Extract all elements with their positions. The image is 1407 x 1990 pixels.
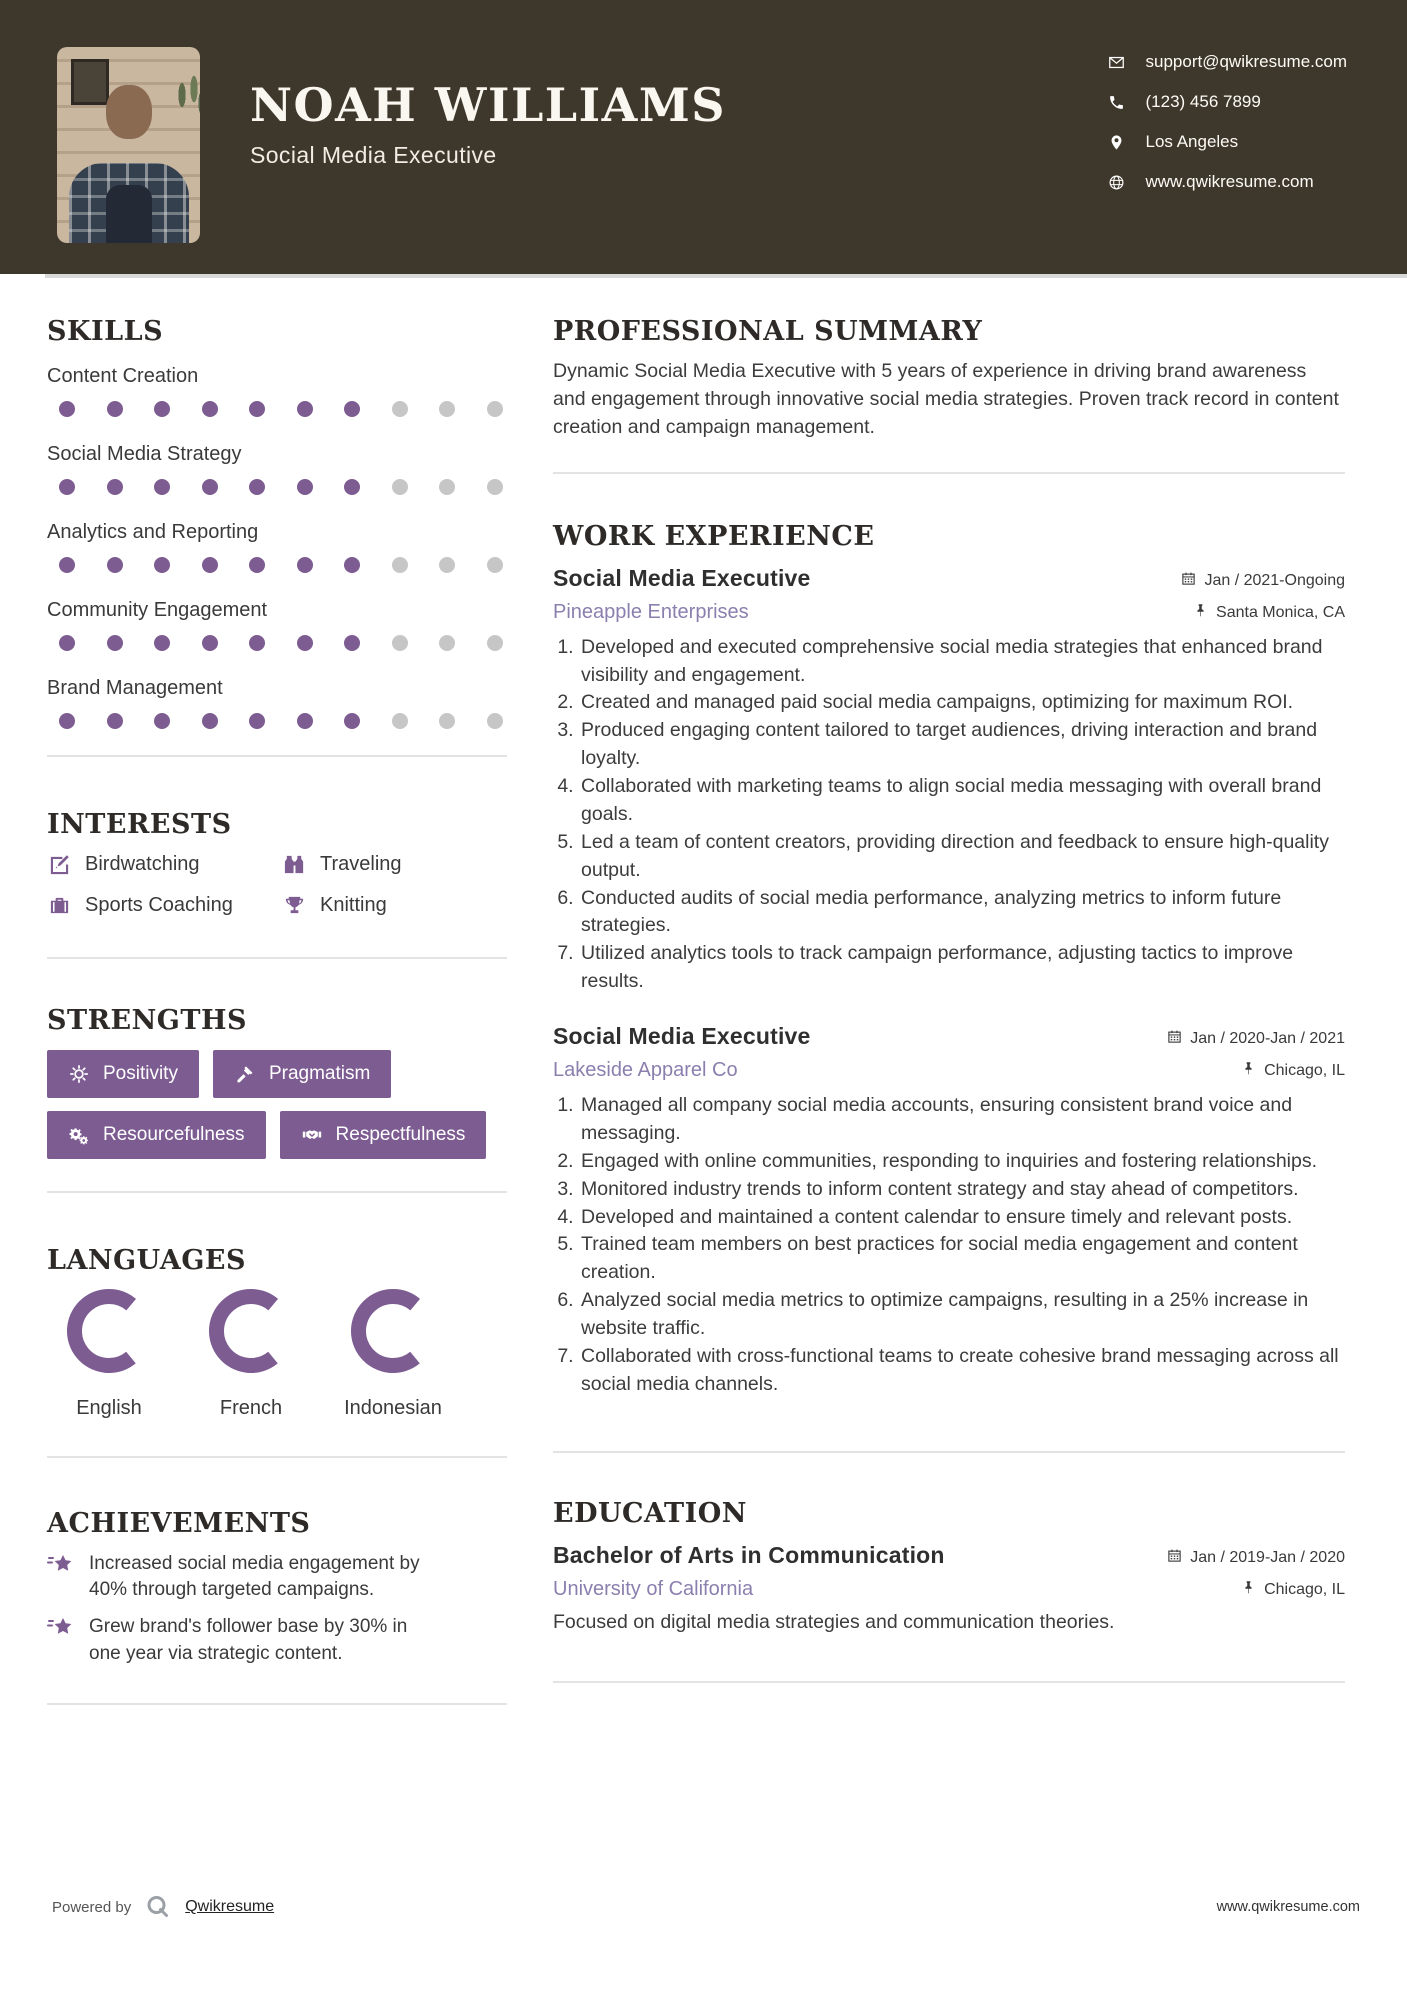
interest-list [47, 852, 507, 917]
skill-dot [154, 713, 170, 729]
education-heading: EDUCATION [553, 1497, 747, 1529]
strength-pill [47, 1111, 266, 1159]
skill-dot [249, 479, 265, 495]
language-arc [350, 1288, 436, 1379]
powered-by-label: Powered by [52, 1898, 132, 1916]
contact-text: (123) 456 7899 [1145, 92, 1261, 111]
contact-text: www.qwikresume.com [1145, 172, 1314, 191]
languages-section [47, 1245, 507, 1420]
person-name: NOAH WILLIAMS [250, 78, 726, 132]
skill-dot [439, 401, 455, 417]
skill-dot [487, 401, 503, 417]
calendar-icon [1167, 1029, 1182, 1049]
divider [553, 472, 1345, 474]
achievement-item [47, 1551, 507, 1603]
contact-text: Los Angeles [1145, 132, 1239, 151]
skill-dot [202, 479, 218, 495]
skill-dot-meter [59, 713, 507, 729]
sun-icon [68, 1063, 90, 1085]
interest-item [282, 852, 507, 876]
job-dates-text: Jan / 2020-Jan / 2021 [1190, 1030, 1345, 1047]
skill-item [47, 521, 507, 573]
interest-item [282, 893, 507, 917]
job-bullet: 2. Engaged with online communities, responding to inquiries and fostering relationships. [579, 1148, 1345, 1176]
language-arc [66, 1288, 152, 1379]
strength-label: Respectfulness [335, 1124, 466, 1145]
achievement-list [47, 1551, 507, 1667]
skill-dot [297, 479, 313, 495]
job-list [553, 565, 1345, 1399]
pushpin-icon [1193, 603, 1208, 623]
strength-pill [47, 1050, 199, 1098]
shooting-star-icon [47, 1614, 77, 1644]
school-name: University of California [553, 1577, 754, 1600]
divider [47, 1191, 507, 1193]
summary-section [553, 316, 1345, 442]
language-arc [208, 1288, 294, 1379]
skill-label: Brand Management [47, 677, 223, 699]
wall-picture-frame [71, 59, 109, 105]
skill-dot [344, 401, 360, 417]
job-dates [1167, 1029, 1345, 1049]
job-dates [1181, 571, 1345, 591]
skill-dot [249, 401, 265, 417]
skill-dot [392, 635, 408, 651]
interest-item [47, 893, 282, 917]
skill-dot [59, 557, 75, 573]
skill-dot [107, 401, 123, 417]
experience-section [553, 521, 1345, 1399]
phone-icon [1108, 93, 1126, 111]
strength-pill-list [47, 1050, 487, 1159]
skill-dot [439, 479, 455, 495]
interest-label: Knitting [320, 893, 387, 916]
job-location-text: Chicago, IL [1264, 1062, 1345, 1079]
calendar-icon [1181, 571, 1196, 591]
strengths-heading: STRENGTHS [47, 1005, 247, 1036]
plant-decoration [172, 65, 200, 125]
job-location-text: Santa Monica, CA [1216, 603, 1345, 621]
skill-dot [202, 401, 218, 417]
job-bullet: 4. Collaborated with marketing teams to align social media messaging with overall brand goals. [579, 773, 1345, 829]
skills-section [47, 316, 507, 729]
job-dates-text: Jan / 2021-Ongoing [1204, 571, 1345, 589]
summary-heading: PROFESSIONAL SUMMARY [553, 316, 983, 347]
portrait-head [106, 85, 152, 139]
job-title: Social Media Executive [553, 1023, 811, 1049]
skill-dot [202, 713, 218, 729]
divider [47, 1703, 507, 1705]
language-label: French [219, 1397, 283, 1419]
qwikresume-link[interactable]: Qwikresume [185, 1898, 275, 1915]
language-item [53, 1288, 165, 1420]
job-bullet: 2. Created and managed paid social media campaigns, optimizing for maximum ROI. [579, 689, 1345, 717]
skill-dot [107, 557, 123, 573]
skill-dot [249, 557, 265, 573]
skill-dot [107, 713, 123, 729]
language-item [337, 1288, 449, 1420]
pen-square-icon [47, 852, 71, 876]
education-section [553, 1498, 1345, 1634]
skill-dot [439, 635, 455, 651]
skill-dot [59, 713, 75, 729]
skill-dot [392, 713, 408, 729]
qwikresume-logo-icon [145, 1894, 171, 1920]
strength-pill [280, 1111, 487, 1159]
education-entry [553, 1542, 1345, 1634]
binoculars-icon [282, 852, 306, 876]
skill-dot-meter [59, 635, 507, 651]
contact-item [1108, 172, 1348, 192]
skill-dot [154, 479, 170, 495]
interest-item [47, 852, 282, 876]
skill-dot [154, 635, 170, 651]
job-company: Lakeside Apparel Co [553, 1059, 738, 1081]
divider [553, 1681, 1345, 1683]
divider [553, 1451, 1345, 1453]
skill-label: Community Engagement [47, 599, 268, 621]
skill-dot [487, 635, 503, 651]
languages-heading: LANGUAGES [47, 1245, 246, 1276]
skill-dot [392, 401, 408, 417]
strength-label: Positivity [103, 1063, 178, 1084]
interest-label: Birdwatching [85, 852, 200, 875]
calendar-icon [1167, 1548, 1182, 1568]
achievements-heading: ACHIEVEMENTS [47, 1508, 311, 1539]
skill-dot-meter [59, 557, 507, 573]
skill-dot [59, 479, 75, 495]
contact-item [1108, 132, 1348, 152]
job-bullet: 5. Trained team members on best practices for social media engagement and content creation. [579, 1231, 1345, 1287]
skill-label: Analytics and Reporting [47, 521, 259, 543]
skill-dot [344, 713, 360, 729]
contact-text: support@qwikresume.com [1145, 52, 1347, 71]
job-company: Pineapple Enterprises [553, 600, 749, 623]
skill-dot [154, 557, 170, 573]
job-bullet: 6. Conducted audits of social media performance, analyzing metrics to inform future strategies. [579, 885, 1345, 941]
skill-dot [107, 479, 123, 495]
identity-block [250, 78, 726, 169]
language-item [195, 1288, 307, 1420]
interests-heading: INTERESTS [47, 809, 232, 840]
divider [47, 1456, 507, 1458]
handshake-icon [301, 1124, 323, 1146]
interests-section [47, 809, 507, 917]
contact-list [1108, 52, 1348, 212]
strength-pill [213, 1050, 391, 1098]
skill-dot [297, 635, 313, 651]
skill-dot [154, 401, 170, 417]
email-icon [1108, 53, 1126, 71]
education-note: Focused on digital media strategies and communication theories. [553, 1610, 1115, 1633]
education-dates: Jan / 2019-Jan / 2020 [1167, 1548, 1345, 1568]
skill-dot [487, 713, 503, 729]
skill-dot [344, 635, 360, 651]
person-title: Social Media Executive [250, 142, 497, 168]
interest-label: Traveling [320, 852, 402, 875]
globe-icon [1108, 173, 1126, 191]
skill-label: Content Creation [47, 365, 199, 387]
hammer-icon [234, 1063, 256, 1085]
strength-label: Resourcefulness [103, 1124, 245, 1145]
header [0, 0, 1407, 274]
job-bullet: 5. Led a team of content creators, providing direction and feedback to ensure high-quality output. [579, 829, 1345, 885]
job-location [1193, 603, 1345, 623]
trophy-icon [282, 893, 306, 917]
skill-dot [392, 557, 408, 573]
powered-by-block [52, 1894, 274, 1920]
divider [47, 755, 507, 757]
content-columns [0, 274, 1407, 1705]
job-entry [553, 1023, 1345, 1399]
achievements-section [47, 1508, 507, 1667]
skill-dot [344, 479, 360, 495]
skills-heading: SKILLS [47, 316, 164, 347]
degree-title: Bachelor of Arts in Communication [553, 1541, 945, 1568]
contact-item [1108, 92, 1348, 112]
briefcase-icon [47, 893, 71, 917]
job-bullet: 4. Developed and maintained a content calendar to ensure timely and relevant posts. [579, 1204, 1345, 1232]
achievement-item [47, 1614, 507, 1666]
skill-dot [297, 401, 313, 417]
language-label: Indonesian [344, 1397, 442, 1419]
job-title: Social Media Executive [553, 564, 811, 591]
skill-dot [107, 635, 123, 651]
footer [52, 1894, 1360, 1920]
strengths-section [47, 1005, 507, 1159]
job-bullet: 3. Produced engaging content tailored to target audiences, driving interaction and brand loyalty. [579, 717, 1345, 773]
contact-item [1108, 52, 1348, 72]
language-label: English [76, 1397, 142, 1419]
footer-site-url: www.qwikresume.com [1216, 1899, 1360, 1915]
skill-dot [249, 713, 265, 729]
profile-photo [57, 47, 200, 243]
skill-item [47, 599, 507, 651]
skill-dot [297, 713, 313, 729]
experience-heading: WORK EXPERIENCE [553, 520, 875, 552]
strength-label: Pragmatism [268, 1063, 371, 1084]
location-icon [1108, 133, 1126, 151]
interest-label: Sports Coaching [85, 893, 233, 916]
skill-dot [439, 713, 455, 729]
language-list [53, 1288, 507, 1420]
skill-item [47, 677, 507, 729]
skill-dot [297, 557, 313, 573]
job-bullet: 1. Managed all company social media accounts, ensuring consistent brand voice and messaging. [579, 1092, 1345, 1148]
skill-label: Social Media Strategy [47, 443, 242, 465]
skill-dot [487, 479, 503, 495]
achievement-text: Increased social media engagement by 40% through targeted campaigns. [89, 1553, 420, 1601]
skill-dot [59, 401, 75, 417]
left-column [47, 316, 507, 1705]
skill-dot [487, 557, 503, 573]
pushpin-icon [1241, 1061, 1256, 1081]
skill-dot [249, 635, 265, 651]
job-location [1241, 1061, 1345, 1081]
education-location: Chicago, IL [1241, 1580, 1345, 1600]
summary-text: Dynamic Social Media Executive with 5 years of experience in driving brand awareness and engagement through innovative social media strategies. Proven track record in content creation and campaign management. [553, 360, 1339, 438]
job-bullet-list [553, 634, 1345, 996]
gears-icon [68, 1124, 90, 1146]
header-divider [45, 274, 1407, 278]
skill-item [47, 365, 507, 417]
skill-list [47, 365, 507, 729]
job-bullet: 6. Analyzed social media metrics to optimize campaigns, resulting in a 25% increase in website traffic. [579, 1287, 1345, 1343]
skill-dot-meter [59, 401, 507, 417]
job-bullet: 1. Developed and executed comprehensive social media strategies that enhanced brand visibility and engagement. [579, 634, 1345, 690]
portrait-tshirt [106, 185, 152, 243]
skill-dot [202, 557, 218, 573]
shooting-star-icon [47, 1551, 77, 1581]
job-bullet: 7. Collaborated with cross-functional teams to create cohesive brand messaging across all social media channels. [579, 1343, 1345, 1399]
skill-item [47, 443, 507, 495]
skill-dot [392, 479, 408, 495]
skill-dot-meter [59, 479, 507, 495]
pushpin-icon [1241, 1580, 1256, 1600]
job-bullet: 3. Monitored industry trends to inform content strategy and stay ahead of competitors. [579, 1176, 1345, 1204]
skill-dot [439, 557, 455, 573]
skill-dot [202, 635, 218, 651]
skill-dot [59, 635, 75, 651]
skill-dot [344, 557, 360, 573]
job-bullet-list [553, 1092, 1345, 1399]
job-entry [553, 565, 1345, 996]
right-column [553, 316, 1345, 1683]
divider [47, 957, 507, 959]
job-bullet: 7. Utilized analytics tools to track campaign performance, adjusting tactics to improve results. [579, 940, 1345, 996]
achievement-text: Grew brand's follower base by 30% in one year via strategic content. [89, 1616, 408, 1664]
